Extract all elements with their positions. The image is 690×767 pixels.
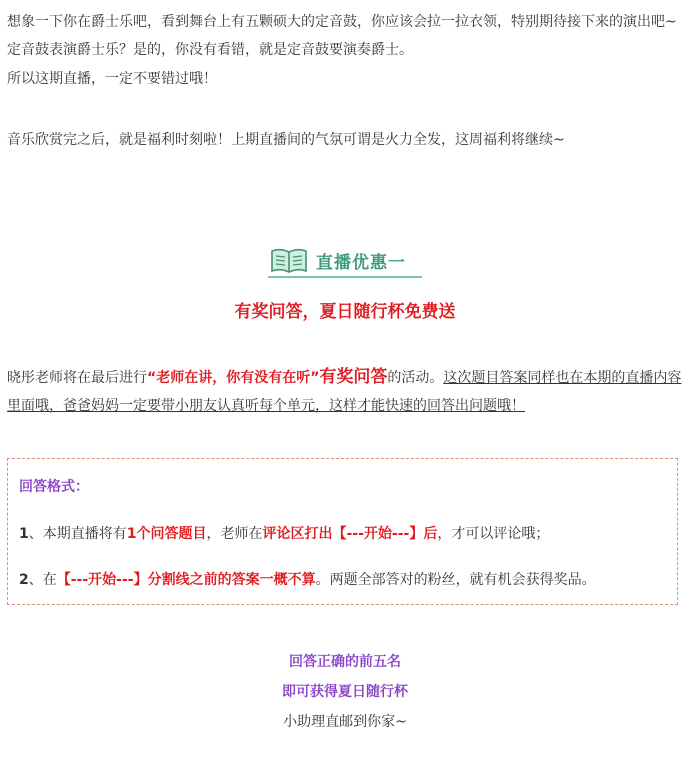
rule-2-text-a: 、在	[28, 572, 57, 588]
answer-format-box	[7, 458, 678, 605]
intro-paragraph-1: 想象一下你在爵士乐吧，看到舞台上有五颗硕大的定音鼓，你应该会拉一拉衣领，特别期待接下来的演出吧~定音鼓表演爵士乐？是的，你没有看错，就是定音鼓要演奏爵士。	[7, 14, 677, 58]
rule-2-highlight: 【---开始---】分割线之前的答案一概不算	[56, 572, 316, 588]
rule-1-highlight-b: 评论区打出【---开始---】后	[262, 526, 438, 542]
activity-paragraph	[7, 363, 685, 420]
rule-1-text-c: ，才可以评论哦；	[437, 526, 550, 542]
format-rule-1	[19, 523, 669, 543]
rule-1-highlight-a: 1个问答题目	[126, 526, 207, 542]
footer-line-3: 小助理直邮到你家~	[283, 714, 407, 730]
activity-highlight: 有奖问答	[319, 367, 388, 387]
rule-1-number: 1	[19, 526, 29, 542]
section-title: 直播优惠一	[316, 252, 406, 273]
activity-underlined: 这次题目答案同样也在本期的直播内容里面哦，爸爸妈妈一定要带小朋友认真听每个单元，这样才能快速的回答出问题哦！	[7, 370, 682, 414]
rule-2-number: 2	[19, 572, 29, 588]
activity-prefix: 晓彤老师将在最后进行	[7, 370, 147, 386]
footer-line-1: 回答正确的前五名	[289, 654, 401, 670]
rule-1-text-a: 、本期直播将有	[28, 526, 127, 542]
section-heading	[0, 246, 690, 278]
rule-2-text-b: 。两题全部答对的粉丝，就有机会获得奖品。	[315, 572, 596, 588]
activity-suffix: 的活动。	[387, 370, 444, 386]
format-rule-2	[19, 569, 669, 589]
intro-paragraph-2: 所以这期直播，一定不要错过哦！	[7, 71, 217, 87]
intro-paragraph-3: 音乐欣赏完之后，就是福利时刻啦！上期直播间的气氛可谓是火力全发，这周福利将继续~	[7, 132, 565, 148]
section-subtitle: 有奖问答，夏日随行杯免费送	[234, 302, 456, 322]
activity-quote: “老师在讲，你有没有在听”	[147, 370, 320, 386]
answer-format-title: 回答格式：	[19, 479, 89, 495]
book-icon	[270, 246, 316, 274]
rule-1-text-b: ，老师在	[206, 526, 263, 542]
footer-line-2: 即可获得夏日随行杯	[282, 684, 408, 700]
